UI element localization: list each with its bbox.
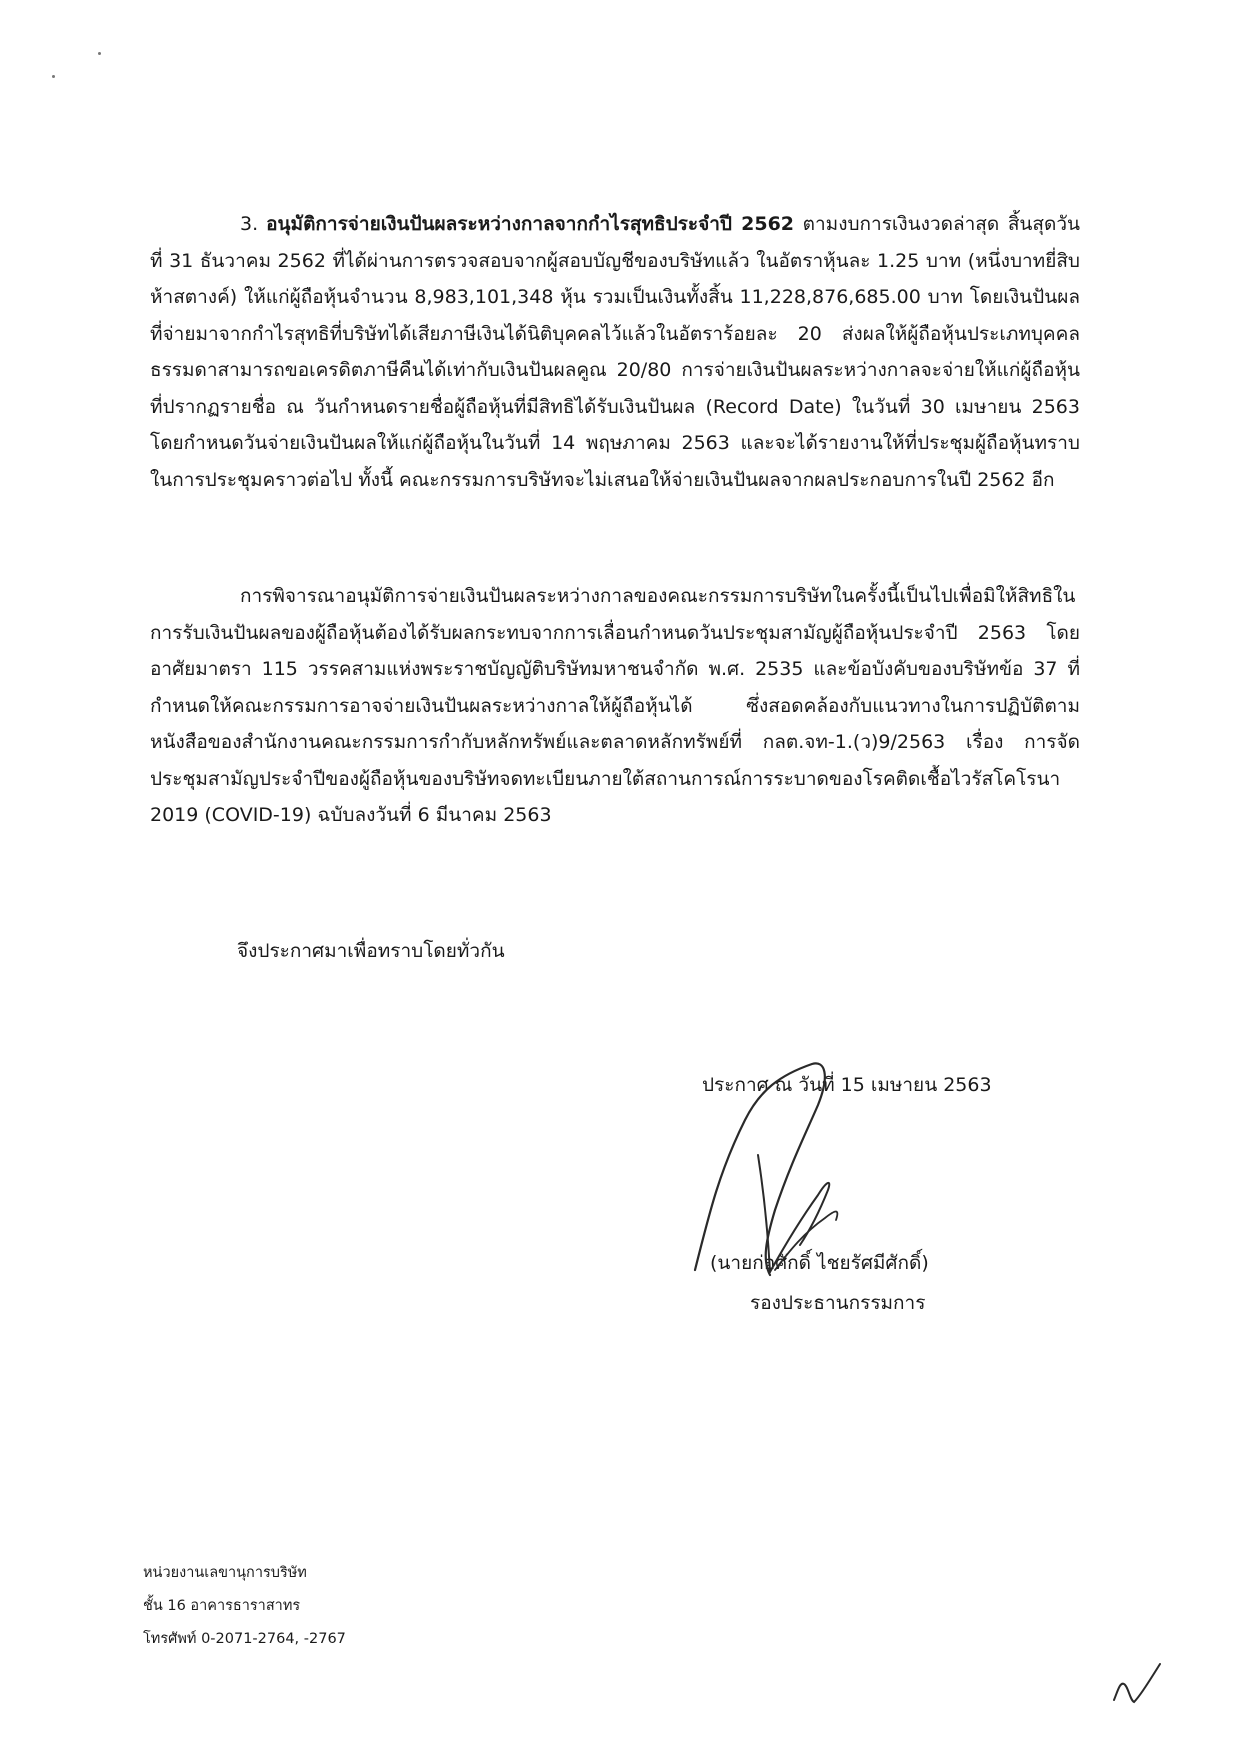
signer-title: รองประธานกรรมการ — [750, 1292, 926, 1314]
item-heading-bold: อนุมัติการจ่ายเงินปันผลระหว่างกาลจากกำไรสุทธิประจำปี 2562 — [266, 213, 795, 235]
footer-phone: โทรศัพท์ 0-2071-2764, -2767 — [143, 1631, 346, 1647]
handwritten-signature — [640, 1060, 1060, 1320]
signer-name: (นายก่อศักดิ์ ไชยรัศมีศักดิ์) — [710, 1252, 929, 1274]
rationale-text: การพิจารณาอนุมัติการจ่ายเงินปันผลระหว่างกาลของคณะกรรมการบริษัทในครั้งนี้เป็นไปเพื่อมิให้สิทธิในการรับเงินปันผลของผู้ถือหุ้นต้องได้รับผลกระทบจากการเลื่อนกำหนดวันประชุมสามัญผู้ถือหุ้นประจำปี 2563 โดยอาศัยมาตรา 115 วรรคสามแห่งพระราชบัญญัติบริษัทมหาชนจำกัด พ.ศ. 2535 และข้อบังคับของบริษัทข้อ 37 ที่กำหนดให้คณะกรรมการอาจจ่ายเงินปันผลระหว่างกาลให้ผู้ถือหุ้นได้ ซึ่งสอดคล้องกับแนวทางในการปฏิบัติตามหนังสือของสำนักงานคณะกรรมการกำกับหลักทรัพย์และตลาดหลักทรัพย์ที่ กลต.จท-1.(ว)9/2563 เรื่อง การจัดประชุมสามัญประจำปีของผู้ถือหุ้นของบริษัทจดทะเบียนภายใต้สถานการณ์การระบาดของโรคติดเชื้อไวรัสโคโรนา 2019 (COVID-19) ฉบับลงวันที่ 6 มีนาคม 2563 — [150, 585, 1080, 826]
footer-department: หน่วยงานเลขานุการบริษัท — [143, 1565, 307, 1581]
handwritten-initial — [1110, 1660, 1170, 1710]
closing-statement: จึงประกาศมาเพื่อทราบโดยทั่วกัน — [237, 940, 505, 962]
contact-footer — [143, 1557, 346, 1656]
agenda-item-3-paragraph — [150, 206, 1080, 498]
item-body-text: ตามงบการเงินงวดล่าสุด สิ้นสุดวันที่ 31 ธันวาคม 2562 ที่ได้ผ่านการตรวจสอบจากผู้สอบบัญชีของบริษัทแล้ว ในอัตราหุ้นละ 1.25 บาท (หนึ่งบาทยี่สิบห้าสตางค์) ให้แก่ผู้ถือหุ้นจำนวน 8,983,101,348 หุ้น รวมเป็นเงินทั้งสิ้น 11,228,876,685.00 บาท โดยเงินปันผลที่จ่ายมาจากกำไรสุทธิที่บริษัทได้เสียภาษีเงินได้นิติบุคคลไว้แล้วในอัตราร้อยละ 20 ส่งผลให้ผู้ถือหุ้นประเภทบุคคลธรรมดาสามารถขอเครดิตภาษีคืนได้เท่ากับเงินปันผลคูณ 20/80 การจ่ายเงินปันผลระหว่างกาลจะจ่ายให้แก่ผู้ถือหุ้นที่ปรากฏรายชื่อ ณ วันกำหนดรายชื่อผู้ถือหุ้นที่มีสิทธิได้รับเงินปันผล (Record Date) ในวันที่ 30 เมษายน 2563 โดยกำหนดวันจ่ายเงินปันผลให้แก่ผู้ถือหุ้นในวันที่ 14 พฤษภาคม 2563 และจะได้รายงานให้ที่ประชุมผู้ถือหุ้นทราบในการประชุมคราวต่อไป ทั้งนี้ คณะกรรมการบริษัทจะไม่เสนอให้จ่ายเงินปันผลจากผลประกอบการในปี 2562 อีก — [150, 213, 1080, 491]
signature-block — [640, 1060, 1060, 1320]
rationale-paragraph — [150, 578, 1080, 834]
item-number: 3. — [240, 213, 259, 235]
announcement-date: ประกาศ ณ วันที่ 15 เมษายน 2563 — [702, 1074, 992, 1096]
footer-floor-building: ชั้น 16 อาคารธาราสาทร — [143, 1598, 301, 1614]
scan-speck — [52, 75, 55, 78]
scan-speck — [98, 52, 101, 55]
